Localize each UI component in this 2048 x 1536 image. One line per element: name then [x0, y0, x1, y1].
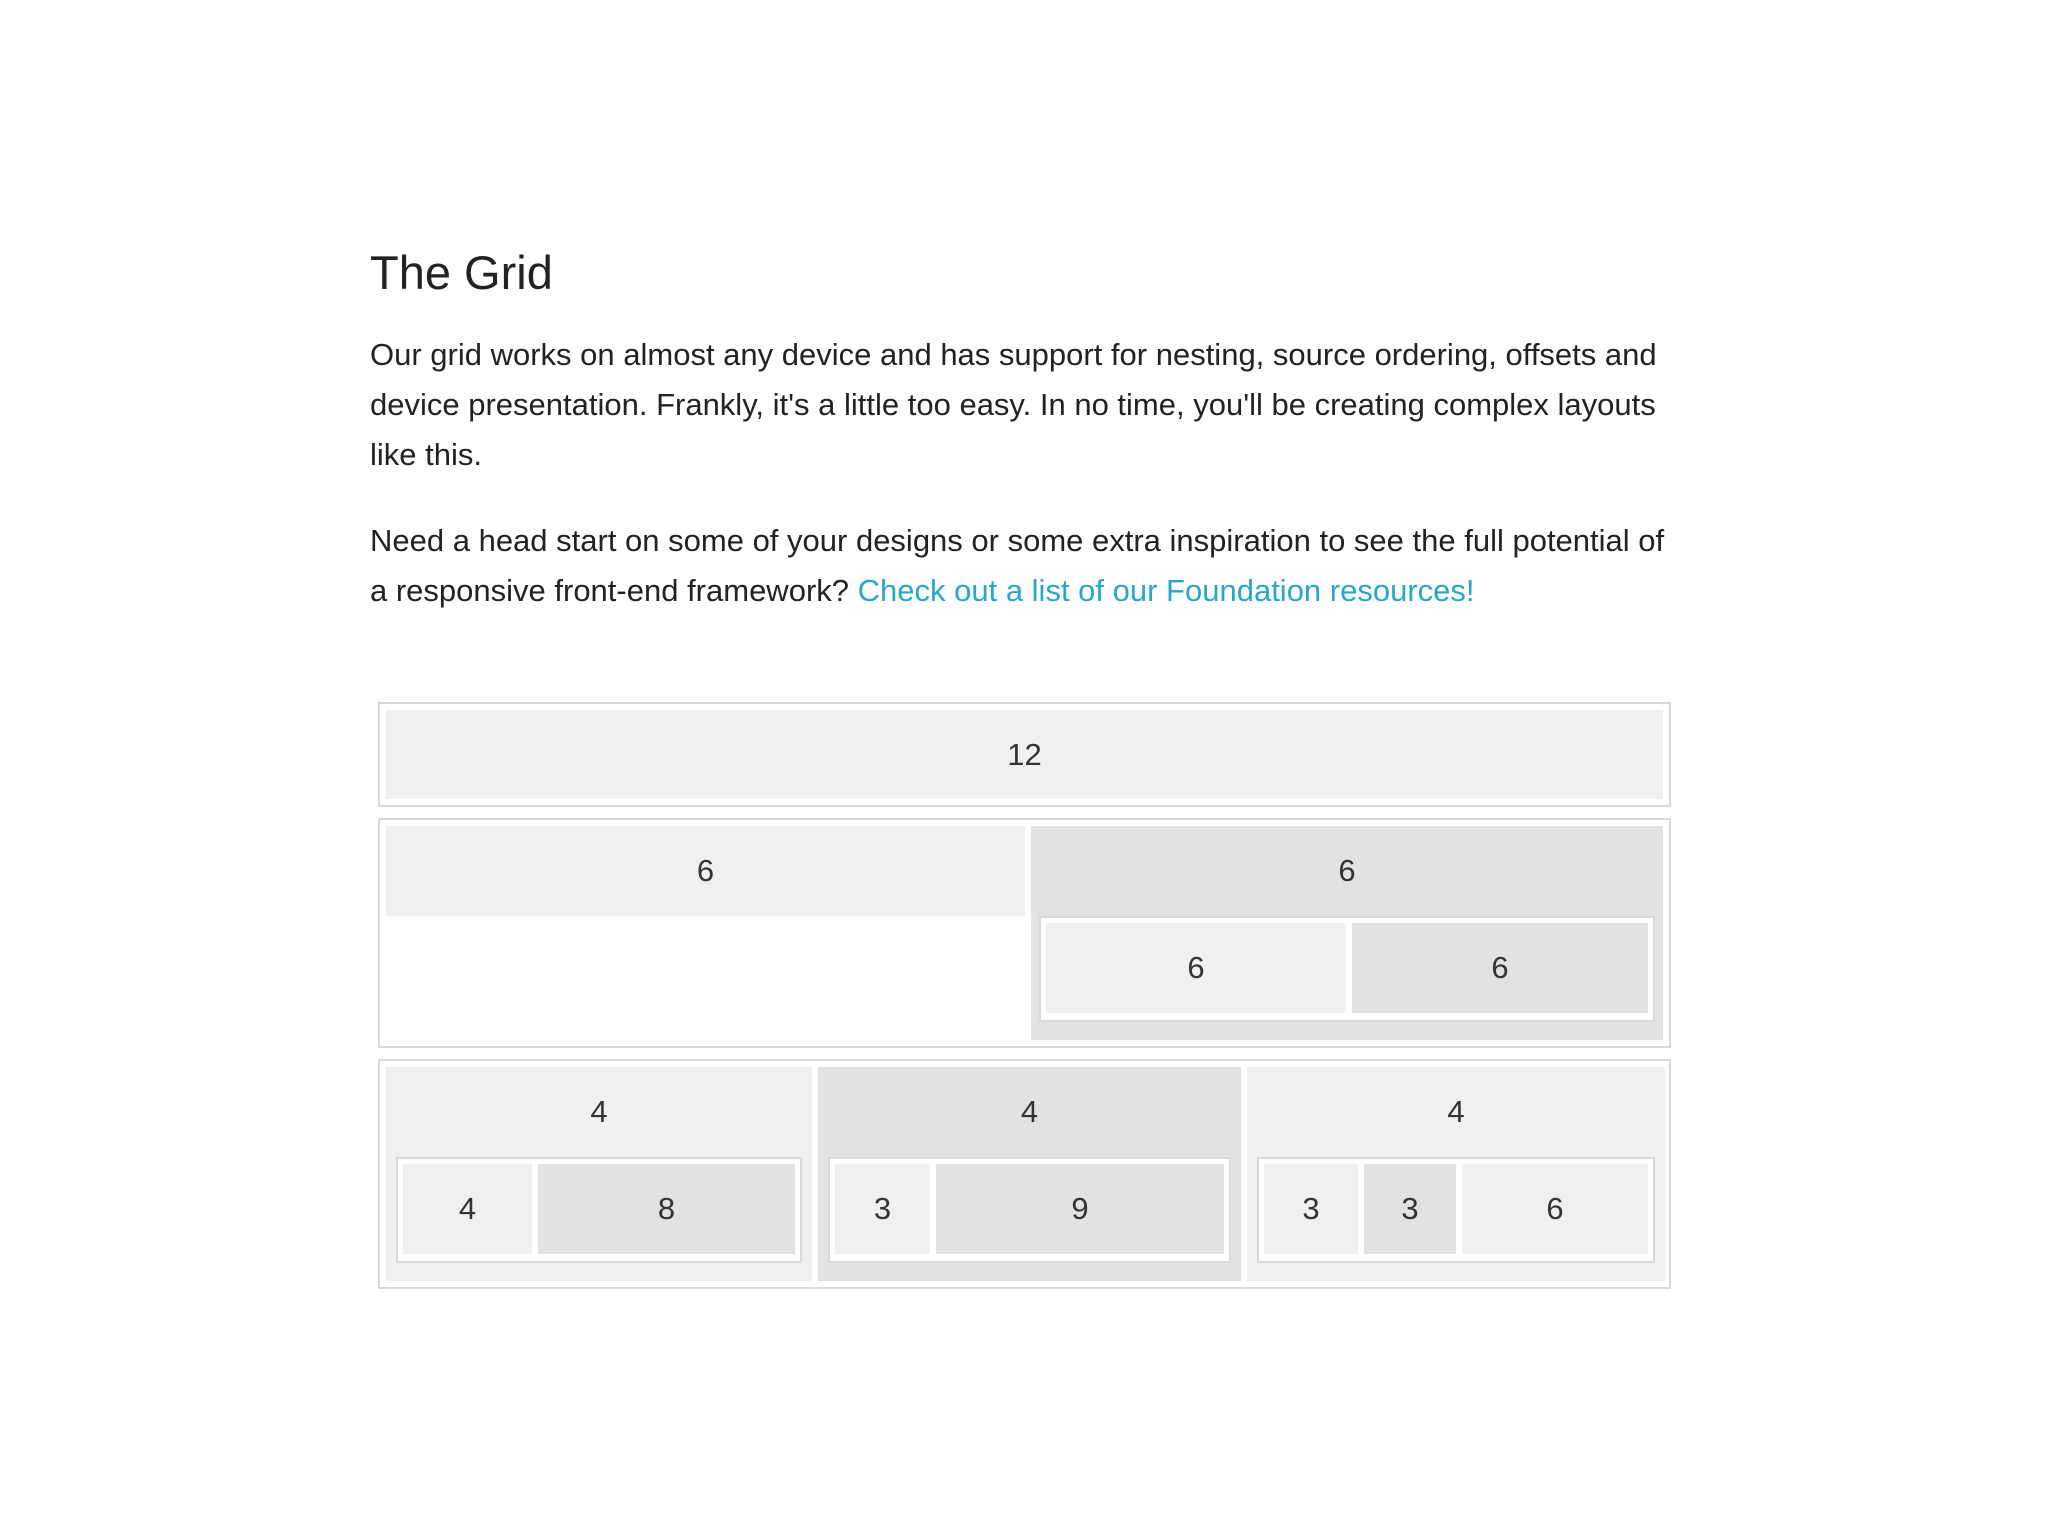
grid-cell-6-right-label: 6	[1338, 853, 1356, 888]
grid-row-2	[378, 818, 1671, 1048]
foundation-resources-link[interactable]: Check out a list of our Foundation resources!	[857, 573, 1475, 608]
grid-demo	[378, 702, 1671, 1300]
nested-row-right	[1039, 916, 1655, 1022]
grid-cell-4-first	[386, 1067, 812, 1281]
resources-paragraph	[370, 516, 1680, 616]
grid-cell-4-first-label: 4	[590, 1094, 608, 1129]
grid-row-1	[378, 702, 1671, 807]
grid-cell-6-left: 6	[386, 826, 1025, 916]
grid-cell-6-right	[1031, 826, 1663, 1040]
nested-cell-4: 4	[403, 1164, 532, 1254]
grid-section	[370, 240, 1670, 652]
nested-row-second	[828, 1157, 1231, 1263]
nested-cell-8: 8	[538, 1164, 795, 1254]
nested-cell-3-b: 3	[1364, 1164, 1456, 1254]
nested-row-third	[1257, 1157, 1655, 1263]
nested-cell-6-b: 6	[1352, 923, 1648, 1013]
grid-cell-4-second	[818, 1067, 1241, 1281]
grid-cell-12: 12	[386, 710, 1663, 799]
resources-text: Need a head start on some of your designs or some extra inspiration to see the full potential of a responsive front-end framework?	[370, 523, 1665, 608]
nested-cell-6-a: 6	[1046, 923, 1346, 1013]
grid-row-3	[378, 1059, 1671, 1289]
grid-cell-4-third-label: 4	[1447, 1094, 1465, 1129]
grid-cell-4-second-label: 4	[1020, 1094, 1039, 1129]
nested-cell-3: 3	[835, 1164, 930, 1254]
nested-row-first	[396, 1157, 802, 1263]
nested-cell-9: 9	[936, 1164, 1224, 1254]
intro-paragraph: Our grid works on almost any device and has support for nesting, source ordering, offsets and device presentation. Frankly, it's a little too easy. In no time, you'll be creating complex layouts like this.	[370, 337, 1657, 472]
nested-cell-6: 6	[1462, 1164, 1648, 1254]
page-title: The Grid	[370, 246, 553, 299]
nested-cell-3-a: 3	[1264, 1164, 1358, 1254]
grid-cell-4-third	[1247, 1067, 1665, 1281]
